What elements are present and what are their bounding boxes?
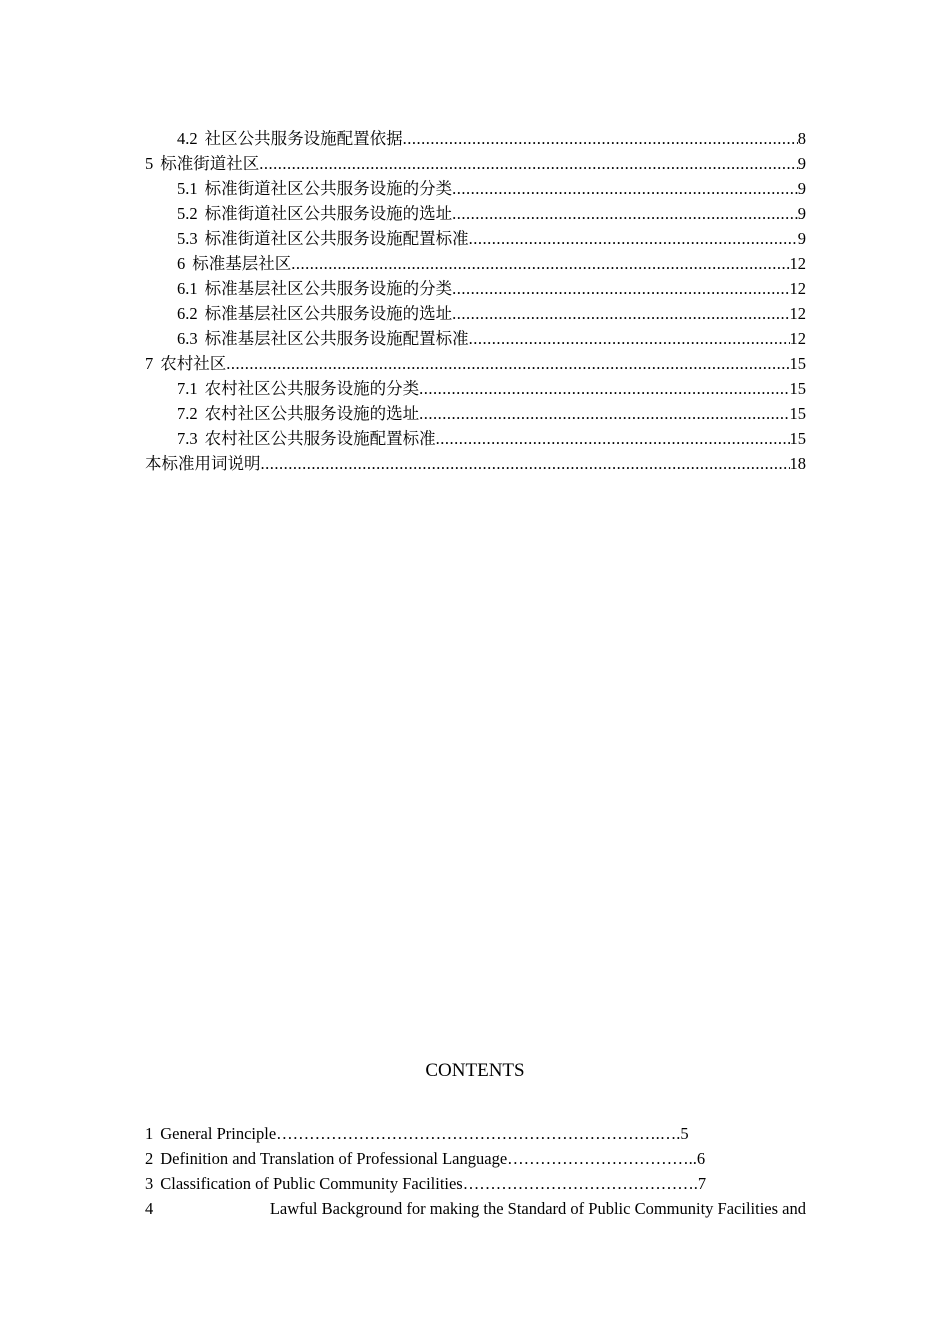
toc-entry-title: 标准基层社区 [192,254,292,273]
dot-leader [436,426,790,451]
toc-entry-page: 12 [789,279,806,298]
toc-entry-number: 7.3 [177,429,198,448]
toc-entry-en[interactable] [145,1146,806,1171]
toc-entry-title: 标准基层社区公共服务设施的分类 [204,279,453,298]
toc-entry-number: 7 [145,354,154,373]
toc-entry[interactable] [145,426,806,451]
toc-entry-page: 15 [789,429,806,448]
toc-entry[interactable] [145,401,806,426]
toc-entry-page: 18 [789,454,806,473]
contents-heading: CONTENTS [425,1060,525,1081]
dot-leader [469,326,790,351]
toc-entry-page: 8 [797,129,806,148]
toc-entry-number: 5.3 [177,229,198,248]
toc-entry-en[interactable] [145,1196,806,1221]
toc-entry[interactable] [145,301,806,326]
toc-entry-page: 15 [789,379,806,398]
toc-entry[interactable] [145,351,806,376]
toc-entry-number: 5.1 [177,179,198,198]
toc-entry-page: 15 [789,404,806,423]
toc-entry-title: 本标准用词说明 [145,454,261,473]
toc-entry-number: 5.2 [177,204,198,223]
toc-entry-title: 标准基层社区公共服务设施配置标准 [204,329,469,348]
toc-entry-title: 农村社区公共服务设施的分类 [204,379,420,398]
toc-entry-title: 标准街道社区公共服务设施配置标准 [204,229,469,248]
toc-entry-number: 2 [145,1149,154,1168]
toc-entry-number: 6.1 [177,279,198,298]
dot-leader [261,451,790,476]
toc-entry-number: 5 [145,154,154,173]
dot-leader [452,176,798,201]
toc-entry[interactable] [145,226,806,251]
english-table-of-contents [145,1121,806,1221]
dot-leader [452,301,789,326]
toc-entry-page: 12 [789,329,806,348]
toc-entry-title: 农村社区公共服务设施配置标准 [204,429,436,448]
toc-entry[interactable] [145,276,806,301]
toc-entry-page: 9 [797,204,806,223]
dot-leader [419,376,789,401]
toc-entry-title: 农村社区 [160,354,227,373]
toc-entry-number: 4.2 [177,129,198,148]
toc-entry[interactable] [145,251,806,276]
toc-entry[interactable] [145,326,806,351]
toc-entry-page: 15 [789,354,806,373]
dot-leader [291,251,789,276]
toc-entry-en[interactable] [145,1171,806,1196]
toc-entry[interactable] [145,126,806,151]
dot-leader [452,276,789,301]
toc-entry-number: 1 [145,1124,154,1143]
toc-entry-number: 3 [145,1174,154,1193]
toc-entry-text: Definition and Translation of Professional Language……………………………..6 [160,1149,706,1168]
toc-entry-text: General Principle…………………………………………………………….….5 [160,1124,689,1143]
toc-entry-number: 6.2 [177,304,198,323]
toc-entry-page: 9 [797,154,806,173]
toc-entry[interactable] [145,376,806,401]
chinese-table-of-contents [145,126,806,476]
dot-leader [226,351,789,376]
toc-entry-number: 4 [145,1199,154,1218]
toc-entry-number: 6.3 [177,329,198,348]
toc-entry-page: 9 [797,179,806,198]
toc-entry-text: Lawful Background for making the Standard of Public Community Facilities and [269,1199,806,1218]
toc-entry-page: 12 [789,304,806,323]
toc-entry-text: Classification of Public Community Facilities…………………………………….7 [160,1174,707,1193]
toc-entry[interactable] [145,151,806,176]
toc-entry-number: 6 [177,254,186,273]
toc-entry-en[interactable] [145,1121,806,1146]
toc-entry[interactable] [145,201,806,226]
toc-entry-title: 农村社区公共服务设施的选址 [204,404,420,423]
toc-entry-number: 7.1 [177,379,198,398]
toc-entry[interactable] [145,451,806,476]
dot-leader [419,401,789,426]
toc-entry-title: 标准基层社区公共服务设施的选址 [204,304,453,323]
toc-entry-page: 12 [789,254,806,273]
dot-leader [469,226,798,251]
toc-entry[interactable] [145,176,806,201]
toc-entry-title: 标准街道社区公共服务设施的选址 [204,204,453,223]
dot-leader [403,126,798,151]
toc-entry-number: 7.2 [177,404,198,423]
toc-entry-page: 9 [797,229,806,248]
toc-entry-title: 社区公共服务设施配置依据 [204,129,403,148]
toc-entry-title: 标准街道社区 [160,154,260,173]
dot-leader [259,151,798,176]
toc-entry-title: 标准街道社区公共服务设施的分类 [204,179,453,198]
dot-leader [452,201,798,226]
